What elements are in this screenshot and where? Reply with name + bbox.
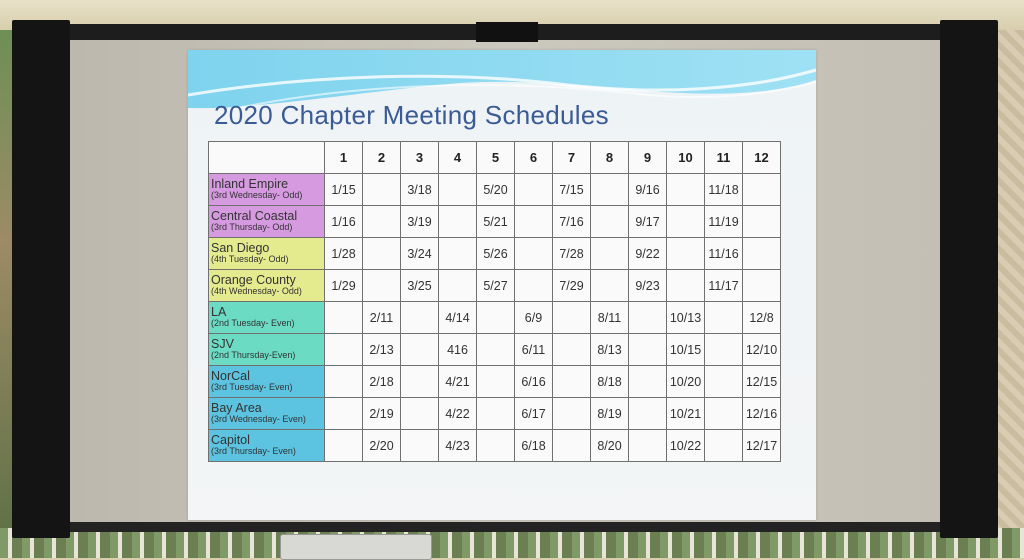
meeting-date-cell bbox=[591, 174, 629, 206]
screen-bottom-bar bbox=[40, 522, 980, 532]
chapter-name: Bay Area bbox=[211, 401, 262, 416]
chapter-cell bbox=[209, 174, 325, 206]
meeting-date-cell: 9/17 bbox=[629, 206, 667, 238]
meeting-date-cell bbox=[325, 302, 363, 334]
meeting-date-cell bbox=[553, 334, 591, 366]
table-row bbox=[209, 334, 781, 366]
meeting-date-cell bbox=[591, 270, 629, 302]
chapter-cell bbox=[209, 334, 325, 366]
meeting-date-cell bbox=[667, 270, 705, 302]
header-row bbox=[209, 142, 781, 174]
meeting-date-cell bbox=[705, 334, 743, 366]
meeting-date-cell bbox=[477, 398, 515, 430]
meeting-date-cell bbox=[439, 174, 477, 206]
meeting-date-cell: 5/27 bbox=[477, 270, 515, 302]
chapter-schedule-note: (2nd Thursday-Even) bbox=[211, 350, 296, 361]
meeting-date-cell bbox=[477, 334, 515, 366]
meeting-date-cell bbox=[515, 206, 553, 238]
chapter-cell bbox=[209, 302, 325, 334]
month-header: 11 bbox=[705, 142, 743, 174]
chapter-name: NorCal bbox=[211, 369, 250, 384]
chapter-cell bbox=[209, 366, 325, 398]
meeting-date-cell: 8/13 bbox=[591, 334, 629, 366]
meeting-date-cell bbox=[401, 430, 439, 462]
meeting-date-cell bbox=[591, 238, 629, 270]
meeting-date-cell: 4/22 bbox=[439, 398, 477, 430]
meeting-date-cell: 2/11 bbox=[363, 302, 401, 334]
corner-cell bbox=[209, 142, 325, 174]
meeting-date-cell: 5/20 bbox=[477, 174, 515, 206]
month-header: 2 bbox=[363, 142, 401, 174]
meeting-date-cell bbox=[477, 430, 515, 462]
meeting-date-cell: 10/21 bbox=[667, 398, 705, 430]
meeting-date-cell: 8/19 bbox=[591, 398, 629, 430]
chapter-schedule-note: (3rd Thursday- Even) bbox=[211, 446, 296, 457]
meeting-date-cell: 6/11 bbox=[515, 334, 553, 366]
meeting-date-cell: 7/16 bbox=[553, 206, 591, 238]
meeting-date-cell bbox=[705, 366, 743, 398]
speaker-left bbox=[12, 20, 70, 538]
chapter-cell bbox=[209, 270, 325, 302]
meeting-date-cell: 6/18 bbox=[515, 430, 553, 462]
meeting-date-cell bbox=[553, 430, 591, 462]
table-row bbox=[209, 302, 781, 334]
month-header: 8 bbox=[591, 142, 629, 174]
meeting-date-cell: 7/29 bbox=[553, 270, 591, 302]
meeting-date-cell bbox=[667, 206, 705, 238]
meeting-date-cell bbox=[553, 398, 591, 430]
meeting-date-cell: 5/21 bbox=[477, 206, 515, 238]
meeting-date-cell: 3/25 bbox=[401, 270, 439, 302]
meeting-date-cell bbox=[325, 430, 363, 462]
table-row bbox=[209, 430, 781, 462]
meeting-date-cell: 9/23 bbox=[629, 270, 667, 302]
meeting-date-cell bbox=[477, 366, 515, 398]
month-header: 3 bbox=[401, 142, 439, 174]
slide bbox=[188, 50, 816, 520]
meeting-date-cell bbox=[401, 302, 439, 334]
chapter-schedule-note: (3rd Tuesday- Even) bbox=[211, 382, 293, 393]
meeting-date-cell bbox=[515, 270, 553, 302]
meeting-date-cell bbox=[743, 270, 781, 302]
meeting-date-cell bbox=[743, 238, 781, 270]
meeting-date-cell bbox=[401, 366, 439, 398]
meeting-date-cell: 4/23 bbox=[439, 430, 477, 462]
table-row bbox=[209, 238, 781, 270]
meeting-date-cell bbox=[591, 206, 629, 238]
chapter-name: Inland Empire bbox=[211, 177, 289, 192]
meeting-date-cell bbox=[705, 302, 743, 334]
meeting-date-cell: 5/26 bbox=[477, 238, 515, 270]
meeting-date-cell: 416 bbox=[439, 334, 477, 366]
meeting-date-cell: 6/16 bbox=[515, 366, 553, 398]
table-row bbox=[209, 174, 781, 206]
chapter-cell bbox=[209, 206, 325, 238]
meeting-date-cell: 10/22 bbox=[667, 430, 705, 462]
meeting-date-cell: 1/15 bbox=[325, 174, 363, 206]
meeting-date-cell bbox=[667, 174, 705, 206]
meeting-date-cell: 6/17 bbox=[515, 398, 553, 430]
meeting-date-cell bbox=[705, 430, 743, 462]
meeting-date-cell: 4/21 bbox=[439, 366, 477, 398]
meeting-date-cell: 2/19 bbox=[363, 398, 401, 430]
meeting-date-cell bbox=[363, 270, 401, 302]
meeting-date-cell: 2/18 bbox=[363, 366, 401, 398]
meeting-date-cell bbox=[325, 334, 363, 366]
chapter-schedule-note: (3rd Wednesday- Even) bbox=[211, 414, 306, 425]
meeting-date-cell bbox=[629, 398, 667, 430]
meeting-date-cell: 8/20 bbox=[591, 430, 629, 462]
meeting-date-cell: 9/16 bbox=[629, 174, 667, 206]
month-header: 12 bbox=[743, 142, 781, 174]
meeting-date-cell: 11/17 bbox=[705, 270, 743, 302]
meeting-date-cell bbox=[667, 238, 705, 270]
month-header: 9 bbox=[629, 142, 667, 174]
meeting-date-cell bbox=[553, 366, 591, 398]
meeting-date-cell bbox=[705, 398, 743, 430]
meeting-date-cell: 2/13 bbox=[363, 334, 401, 366]
meeting-date-cell bbox=[401, 398, 439, 430]
meeting-date-cell: 11/16 bbox=[705, 238, 743, 270]
meeting-date-cell: 12/17 bbox=[743, 430, 781, 462]
speaker-right bbox=[940, 20, 998, 538]
chapter-schedule-note: (3rd Thursday- Odd) bbox=[211, 222, 293, 233]
meeting-date-cell bbox=[477, 302, 515, 334]
month-header: 10 bbox=[667, 142, 705, 174]
screen-mount bbox=[476, 22, 538, 42]
meeting-date-cell: 12/16 bbox=[743, 398, 781, 430]
meeting-date-cell bbox=[439, 238, 477, 270]
meeting-date-cell: 3/19 bbox=[401, 206, 439, 238]
meeting-date-cell: 8/18 bbox=[591, 366, 629, 398]
table-row bbox=[209, 206, 781, 238]
meeting-date-cell: 1/28 bbox=[325, 238, 363, 270]
meeting-date-cell bbox=[629, 334, 667, 366]
meeting-date-cell: 12/8 bbox=[743, 302, 781, 334]
meeting-date-cell: 4/14 bbox=[439, 302, 477, 334]
chapter-name: Capitol bbox=[211, 433, 250, 448]
meeting-date-cell bbox=[743, 174, 781, 206]
meeting-date-cell: 8/11 bbox=[591, 302, 629, 334]
month-header: 4 bbox=[439, 142, 477, 174]
meeting-date-cell: 10/20 bbox=[667, 366, 705, 398]
table-row bbox=[209, 270, 781, 302]
month-header: 7 bbox=[553, 142, 591, 174]
meeting-date-cell: 7/15 bbox=[553, 174, 591, 206]
chapter-name: San Diego bbox=[211, 241, 270, 256]
meeting-date-cell: 11/18 bbox=[705, 174, 743, 206]
meeting-date-cell: 6/9 bbox=[515, 302, 553, 334]
meeting-date-cell: 7/28 bbox=[553, 238, 591, 270]
meeting-date-cell bbox=[363, 206, 401, 238]
meeting-date-cell bbox=[363, 174, 401, 206]
schedule-body bbox=[209, 174, 781, 462]
slide-title: 2020 Chapter Meeting Schedules bbox=[214, 100, 609, 130]
meeting-date-cell: 9/22 bbox=[629, 238, 667, 270]
chapter-schedule-note: (4th Wednesday- Odd) bbox=[211, 286, 302, 297]
meeting-date-cell: 10/15 bbox=[667, 334, 705, 366]
meeting-date-cell: 2/20 bbox=[363, 430, 401, 462]
meeting-date-cell bbox=[363, 238, 401, 270]
meeting-date-cell bbox=[439, 206, 477, 238]
meeting-date-cell bbox=[629, 366, 667, 398]
chapter-name: SJV bbox=[211, 337, 234, 352]
meeting-date-cell bbox=[515, 238, 553, 270]
month-header: 1 bbox=[325, 142, 363, 174]
meeting-date-cell bbox=[325, 366, 363, 398]
schedule-table bbox=[208, 141, 781, 462]
month-header: 5 bbox=[477, 142, 515, 174]
meeting-date-cell: 3/18 bbox=[401, 174, 439, 206]
projector bbox=[280, 534, 432, 560]
chapter-schedule-note: (3rd Wednesday- Odd) bbox=[211, 190, 303, 201]
meeting-date-cell bbox=[629, 430, 667, 462]
meeting-date-cell bbox=[553, 302, 591, 334]
meeting-date-cell: 3/24 bbox=[401, 238, 439, 270]
meeting-date-cell: 11/19 bbox=[705, 206, 743, 238]
table-row bbox=[209, 366, 781, 398]
chapter-name: Orange County bbox=[211, 273, 296, 288]
table-row bbox=[209, 398, 781, 430]
chapter-name: LA bbox=[211, 305, 227, 320]
meeting-date-cell bbox=[515, 174, 553, 206]
meeting-date-cell bbox=[401, 334, 439, 366]
meeting-date-cell bbox=[629, 302, 667, 334]
meeting-date-cell bbox=[439, 270, 477, 302]
chapter-schedule-note: (4th Tuesday- Odd) bbox=[211, 254, 289, 265]
meeting-date-cell: 1/29 bbox=[325, 270, 363, 302]
meeting-date-cell: 10/13 bbox=[667, 302, 705, 334]
railing bbox=[0, 528, 1024, 558]
chapter-schedule-note: (2nd Tuesday- Even) bbox=[211, 318, 295, 329]
month-header: 6 bbox=[515, 142, 553, 174]
chapter-name: Central Coastal bbox=[211, 209, 298, 224]
chapter-cell bbox=[209, 398, 325, 430]
meeting-date-cell: 12/15 bbox=[743, 366, 781, 398]
chapter-cell bbox=[209, 238, 325, 270]
meeting-date-cell bbox=[743, 206, 781, 238]
chapter-cell bbox=[209, 430, 325, 462]
meeting-date-cell: 1/16 bbox=[325, 206, 363, 238]
meeting-date-cell: 12/10 bbox=[743, 334, 781, 366]
meeting-date-cell bbox=[325, 398, 363, 430]
